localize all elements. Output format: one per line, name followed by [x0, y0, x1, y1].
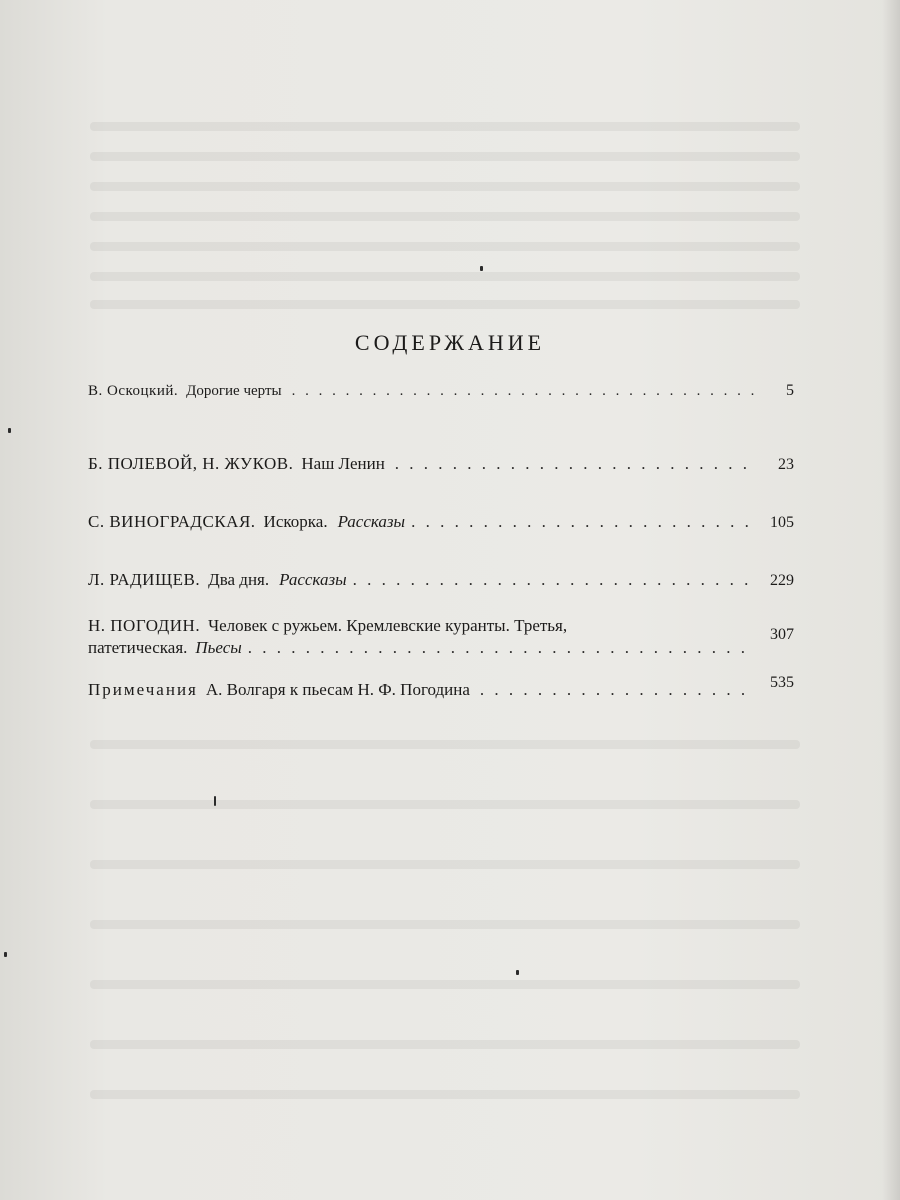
- paper-speck: [480, 266, 483, 271]
- dot-leader: [411, 512, 754, 532]
- show-through-line: [90, 1040, 800, 1049]
- entry-page-number: 535: [770, 674, 794, 691]
- show-through-line: [90, 1090, 800, 1099]
- toc-entry[interactable]: [88, 674, 794, 700]
- toc-entry[interactable]: [88, 512, 794, 532]
- entry-page-number: 23: [778, 456, 794, 473]
- entry-label: Примечания: [88, 680, 198, 699]
- paper-speck: [4, 952, 7, 957]
- entry-genre: Рассказы: [337, 512, 406, 531]
- entry-genre: Рассказы: [279, 570, 347, 589]
- page-title: СОДЕРЖАНИЕ: [354, 330, 546, 355]
- entry-title-continued: патетическая.: [88, 638, 188, 657]
- entry-author: В. Оскоцкий.: [88, 383, 179, 399]
- toc-entry[interactable]: [88, 382, 794, 400]
- entry-page-number: 307: [770, 626, 794, 643]
- dot-leader: [292, 383, 754, 400]
- entry-author: Б. ПОЛЕВОЙ, Н. ЖУКОВ.: [88, 454, 294, 473]
- show-through-line: [90, 122, 800, 131]
- show-through-line: [90, 272, 800, 281]
- entry-title: Человек с ружьем. Кремлевские куранты. Третья,: [208, 616, 568, 635]
- entry-author: Н. ПОГОДИН.: [88, 616, 201, 635]
- toc-entry[interactable]: [88, 616, 794, 658]
- paper-speck: [214, 796, 216, 806]
- dot-leader: [353, 570, 754, 590]
- entry-title: Искорка.: [263, 512, 328, 531]
- show-through-line: [90, 300, 800, 309]
- entry-author: Л. РАДИЩЕВ.: [88, 570, 201, 589]
- dot-leader: [480, 680, 754, 700]
- entry-page-number: 229: [770, 572, 794, 589]
- toc-entry[interactable]: [88, 570, 794, 590]
- show-through-line: [90, 212, 800, 221]
- show-through-line: [90, 800, 800, 809]
- dot-leader: [395, 454, 754, 474]
- entry-title: А. Волгаря к пьесам Н. Ф. Погодина: [205, 680, 470, 699]
- entry-page-number: 5: [786, 382, 794, 399]
- entry-title: Наш Ленин: [301, 454, 385, 473]
- show-through-line: [90, 740, 800, 749]
- show-through-line: [90, 860, 800, 869]
- show-through-line: [90, 182, 800, 191]
- paper-speck: [8, 428, 11, 433]
- entry-page-number: 105: [770, 514, 794, 531]
- entry-genre: Пьесы: [195, 638, 242, 657]
- dot-leader: [248, 638, 754, 658]
- entry-title: Дорогие черты: [186, 383, 282, 399]
- entry-title: Два дня.: [208, 570, 270, 589]
- show-through-line: [90, 920, 800, 929]
- show-through-line: [90, 242, 800, 251]
- entry-author: С. ВИНОГРАДСКАЯ.: [88, 512, 256, 531]
- show-through-line: [90, 980, 800, 989]
- toc-entry[interactable]: [88, 454, 794, 474]
- page-edge-shadow: [882, 0, 900, 1200]
- paper-speck: [516, 970, 519, 975]
- show-through-line: [90, 152, 800, 161]
